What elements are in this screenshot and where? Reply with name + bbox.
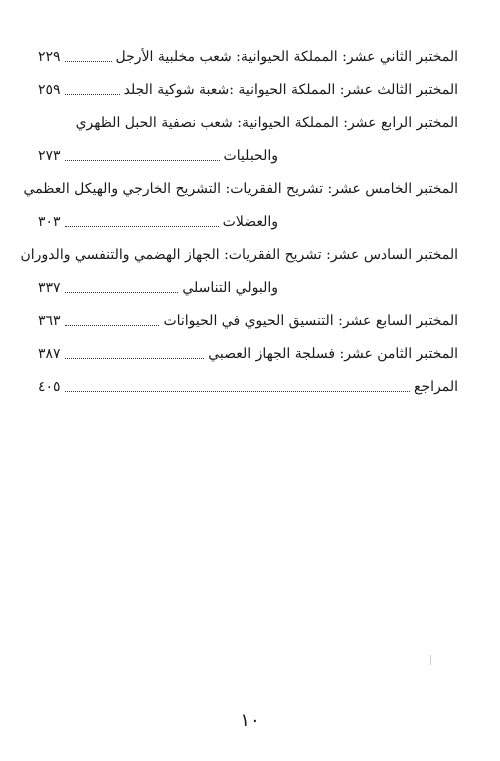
toc-entry-page: ٢٢٩ [38, 48, 61, 65]
dot-leader [65, 358, 205, 359]
toc-entry-title: المختبر الرابع عشر: المملكة الحيوانية: شعب نصفية الحبل الظهري [75, 114, 458, 131]
dot-leader [65, 226, 219, 227]
toc-entry [38, 370, 458, 403]
toc-entry-title: المختبر الخامس عشر: تشريح الفقريات: التشريح الخارجي والهيكل العظمي [23, 180, 458, 197]
scan-mark [430, 655, 431, 665]
toc-entry-title: والحبليات [223, 147, 278, 164]
toc-entry-title: والعضلات [222, 213, 278, 230]
table-of-contents [20, 40, 458, 403]
toc-entry-page: ٣٨٧ [38, 345, 61, 362]
toc-entry-continuation [38, 139, 458, 172]
toc-entry [38, 304, 458, 337]
dot-leader [65, 325, 160, 326]
toc-entry [23, 172, 458, 205]
toc-entry [38, 337, 458, 370]
toc-entry-page: ٣٣٧ [38, 279, 61, 296]
toc-entry [38, 40, 458, 73]
toc-entry-title: المختبر الثامن عشر: فسلجة الجهاز العصبي [208, 345, 458, 362]
toc-entry-continuation [38, 205, 458, 238]
dot-leader [65, 391, 410, 392]
toc-entry-page: ٣٠٣ [38, 213, 61, 230]
toc-entry-title: المختبر الثالث عشر: المملكة الحيوانية :شعبة شوكية الجلد [123, 81, 458, 98]
toc-entry-page: ٢٧٣ [38, 147, 61, 164]
toc-entry-title: المختبر الثاني عشر: المملكة الحيوانية: شعب مخلبية الأرجل [115, 48, 458, 65]
toc-entry [20, 238, 458, 271]
toc-entry-title: والبولي التناسلي [182, 279, 278, 296]
toc-entry-continuation [38, 271, 458, 304]
toc-entry-page: ٣٦٣ [38, 312, 61, 329]
toc-entry-title: المختبر السادس عشر: تشريح الفقريات: الجهاز الهضمي والتنفسي والدوران [20, 246, 458, 263]
dot-leader [65, 292, 179, 293]
page-number: ١٠ [240, 710, 260, 731]
toc-entry-title: المختبر السابع عشر: التنسيق الحيوي في الحيوانات [163, 312, 458, 329]
toc-entry [38, 73, 458, 106]
dot-leader [65, 160, 220, 161]
dot-leader [65, 94, 120, 95]
dot-leader [65, 61, 112, 62]
toc-entry [38, 106, 458, 139]
toc-entry-title: المراجع [414, 378, 458, 395]
toc-entry-page: ٢٥٩ [38, 81, 61, 98]
toc-entry-page: ٤٠٥ [38, 378, 61, 395]
